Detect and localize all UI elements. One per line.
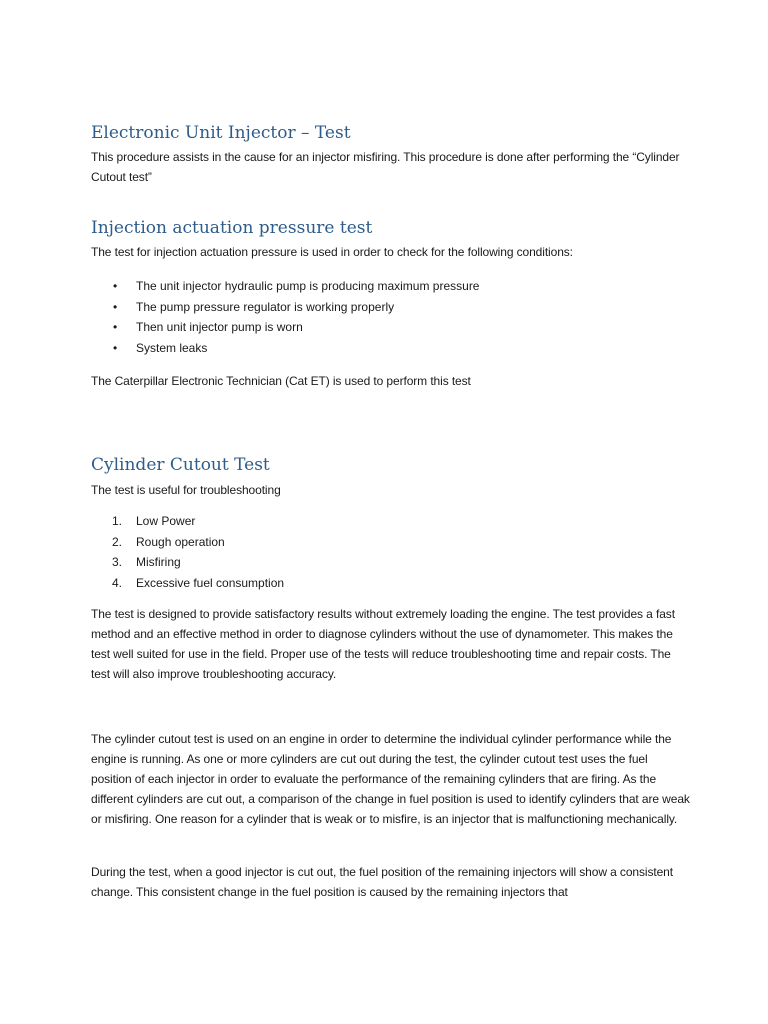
- iap-bullet-list: [91, 276, 479, 358]
- paragraph-eui-description: This procedure assists in the cause for an injector misfiring. This procedure is done after performing the “Cylinder Cutout test”: [91, 150, 680, 184]
- heading-electronic-unit-injector: Electronic Unit Injector – Test: [91, 123, 351, 143]
- list-item-text: Excessive fuel consumption: [136, 575, 285, 590]
- heading-cylinder-cutout-test: Cylinder Cutout Test: [91, 455, 270, 475]
- list-item: [91, 276, 479, 297]
- list-item-text: Misfiring: [136, 555, 181, 569]
- heading-injection-actuation-pressure: Injection actuation pressure test: [91, 218, 373, 238]
- list-item-text: Rough operation: [136, 534, 225, 549]
- list-item: [91, 297, 479, 318]
- list-item-text: System leaks: [136, 340, 208, 355]
- bullet-glyph: •: [113, 299, 118, 314]
- list-item-number: 2.: [112, 534, 123, 549]
- bullet-glyph: •: [113, 320, 118, 334]
- list-item-text: Then unit injector pump is worn: [136, 320, 303, 334]
- paragraph-iap-closing: The Caterpillar Electronic Technician (Cat ET) is used to perform this test: [91, 374, 471, 388]
- bullet-glyph: •: [113, 279, 118, 293]
- paragraph-cct-intro: The test is useful for troubleshooting: [91, 483, 281, 497]
- cct-numbered-list: [91, 511, 284, 593]
- list-item: [91, 317, 479, 338]
- list-item: [91, 532, 284, 553]
- list-item: [91, 552, 284, 573]
- list-item: [91, 511, 284, 532]
- list-item-number: 3.: [112, 555, 123, 569]
- paragraph-cct-body-1: The test is designed to provide satisfactory results without extremely loading the engine. The test provides a fast method and an effective method in order to diagnose cylinders without the use of dynamometer. This makes the test well suited for use in the field. Proper use of the tests will reduce troubleshooting time and repair costs. The test will also improve troubleshooting accuracy.: [91, 607, 675, 681]
- paragraph-cct-body-2: The cylinder cutout test is used on an engine in order to determine the individual cylinder performance while the engine is running. As one or more cylinders are cut out during the test, the cylinder cutout test uses the fuel position of each injector in order to evaluate the performance of the remaining cylinders that are firing. As the different cylinders are cut out, a comparison of the change in fuel position is used to identify cylinders that are weak or misfiring. One reason for a cylinder that is weak or to misfire, is an injector that is malfunctioning mechanically.: [91, 732, 690, 826]
- list-item-text: Low Power: [136, 514, 196, 528]
- list-item-text: The pump pressure regulator is working properly: [136, 299, 395, 314]
- list-item-number: 1.: [112, 514, 123, 528]
- paragraph-cct-body-3: During the test, when a good injector is cut out, the fuel position of the remaining injectors will show a consistent change. This consistent change in the fuel position is caused by the remaining injectors that: [91, 865, 673, 899]
- list-item-number: 4.: [112, 575, 123, 590]
- list-item-text: The unit injector hydraulic pump is producing maximum pressure: [136, 279, 480, 293]
- bullet-glyph: •: [113, 340, 118, 355]
- list-item: [91, 338, 479, 359]
- list-item: [91, 573, 284, 594]
- paragraph-iap-intro: The test for injection actuation pressure is used in order to check for the following conditions:: [91, 245, 573, 259]
